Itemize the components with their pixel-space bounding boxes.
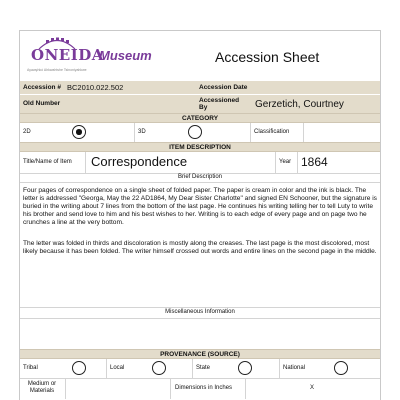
provenance-heading: PROVENANCE (SOURCE) bbox=[20, 349, 380, 359]
category-row bbox=[20, 123, 380, 142]
sheet-header bbox=[20, 31, 380, 81]
divider bbox=[106, 359, 107, 378]
accession-number-label: Accession # bbox=[23, 84, 61, 91]
tribal-radio[interactable] bbox=[72, 361, 86, 375]
year-value[interactable]: 1864 bbox=[301, 155, 328, 169]
description-paragraph-2[interactable]: The letter was folded in thirds and discoloration is mostly along the creases. The last page is the most discolored, most likely because it has been folded. The writer himself crossed out words and entire lines on the second page in the middle. bbox=[23, 240, 377, 255]
logo-wordmark: ONEIDA bbox=[31, 46, 104, 64]
dimensions-label: Dimensions in Inches bbox=[175, 385, 233, 391]
accessioned-by-value[interactable]: Gerzetich, Courtney bbox=[255, 99, 344, 110]
divider bbox=[275, 152, 276, 173]
divider bbox=[250, 123, 251, 142]
museum-label: Museum bbox=[99, 48, 152, 63]
old-number-label: Old Number bbox=[23, 100, 61, 107]
accession-date-label: Accession Date bbox=[199, 84, 248, 91]
tribal-label: Tribal bbox=[23, 365, 38, 371]
divider bbox=[134, 123, 135, 142]
divider bbox=[85, 152, 86, 173]
provenance-row bbox=[20, 359, 380, 378]
title-label: Title/Name of Item bbox=[23, 159, 72, 165]
brief-description-label: Brief Description bbox=[177, 174, 222, 180]
divider bbox=[279, 359, 280, 378]
divider bbox=[303, 123, 304, 142]
accessioned-by-label: Accessioned By bbox=[199, 97, 240, 111]
category-2d-label: 2D bbox=[23, 129, 31, 135]
divider bbox=[20, 318, 380, 319]
accession-sheet bbox=[19, 30, 381, 400]
local-radio[interactable] bbox=[152, 361, 166, 375]
accession-number-value[interactable]: BC2010.022.502 bbox=[67, 83, 124, 92]
page-title: Accession Sheet bbox=[215, 49, 320, 65]
local-label: Local bbox=[110, 365, 125, 371]
divider bbox=[20, 307, 380, 308]
state-radio[interactable] bbox=[238, 361, 252, 375]
divider bbox=[65, 379, 66, 399]
divider bbox=[170, 379, 171, 399]
category-2d-radio[interactable] bbox=[72, 125, 86, 139]
medium-label: Medium or Materials bbox=[27, 381, 57, 394]
category-3d-radio[interactable] bbox=[188, 125, 202, 139]
national-radio[interactable] bbox=[334, 361, 348, 375]
old-number-row bbox=[20, 94, 380, 113]
description-paragraph-1[interactable]: Four pages of correspondence on a single sheet of folded paper. The paper is cream in color and the ink is black. The letter is addressed "Georga, May the 22 AD1864, My Dear Sister Charlotte" and signed EN Schooner, but the signature is buried in the writing about 7 lines from the bottom of the last page. He continues his writing telling her to tell Luty to write his brother and send love to him and his best wishes to her. Writing is to each edge of every page and on page two he crunches a line at the very bottom. bbox=[23, 187, 377, 226]
medium-row bbox=[20, 379, 380, 399]
dimensions-separator: X bbox=[310, 385, 315, 391]
year-label: Year bbox=[279, 159, 292, 165]
accession-number-row bbox=[20, 81, 380, 94]
radio-selected-dot bbox=[76, 129, 82, 135]
item-description-heading: ITEM DESCRIPTION bbox=[20, 142, 380, 152]
misc-info-label: Miscellaneous Information bbox=[165, 309, 235, 315]
divider bbox=[20, 182, 380, 183]
category-3d-label: 3D bbox=[138, 129, 146, 135]
logo-subtext: Ayawęhkó Ahkwahtshe Tsinoniyahkwe bbox=[27, 68, 87, 72]
classification-label: Classification bbox=[254, 129, 290, 135]
divider bbox=[297, 152, 298, 173]
category-heading: CATEGORY bbox=[20, 113, 380, 123]
state-label: State bbox=[196, 365, 211, 371]
title-value[interactable]: Correspondence bbox=[91, 154, 188, 169]
national-label: National bbox=[283, 365, 306, 371]
divider bbox=[245, 379, 246, 399]
divider bbox=[192, 359, 193, 378]
title-row bbox=[20, 152, 380, 173]
